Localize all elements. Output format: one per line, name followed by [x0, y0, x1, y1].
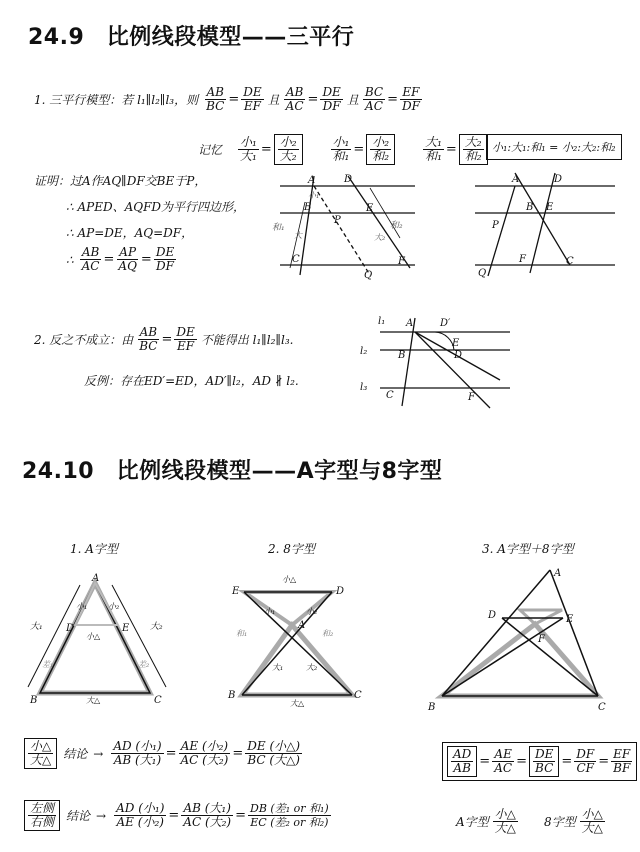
c-E: E — [566, 614, 574, 625]
conclusion-row-3: $\frac{AD}{AB}$ = $\frac{AE}{AC}$ = $\frac{DE}{BC}$ = $\frac{DF}{CF}$ = $\frac{EF}{BF}$ — [442, 742, 637, 781]
parallel-model-statement: 1. 三平行模型：若 l₁∥l₂∥l₃，则 $\frac{AB}{BC}$ = $\frac{DE}{EF}$ 且 $\frac{AB}{AC}$ = $\frac{DE}{DF}$ 且 $\frac{BC}{AC}$ = $\frac{EF}{DF}$ — [34, 85, 420, 113]
fig1-D: D — [344, 174, 353, 185]
e-s1: 小₁ — [264, 607, 276, 616]
fig3-l3: l₃ — [360, 382, 368, 393]
fig3-B: B — [398, 350, 406, 361]
conclusion-row-2: $\frac{\text{左侧}}{\text{右侧}}$ 结论 → $\frac{\text{AD (小₁)}}{\text{AE (小₂)}}$ = $\frac{\text{AB (大₁)}}{\text{AC (大₂)}}$ = $\frac{\text{DB (差₁ or 和₁)}}{\text{EC (差₂ or 和₂)}}$ — [24, 800, 331, 831]
fig3-A: A — [406, 318, 414, 329]
c-A: A — [554, 568, 562, 579]
box-small-big: $\frac{\text{小△}}{\text{大△}}$ — [24, 738, 57, 769]
fig3-l1: l₁ — [378, 316, 386, 327]
mem-frac-2a: $\frac{\text{小₁}}{\text{和₁}}$ — [332, 135, 350, 163]
fig2-F: F — [519, 254, 526, 265]
conclusion-row-1: $\frac{\text{小△}}{\text{大△}}$ 结论 → $\frac{\text{AD (小₁)}}{\text{AB (大₁)}}$ = $\frac{\text{AE (小₂)}}{\text{AC (大₂)}}$ = $\frac{\text{DE (小△)}}{\text{BC (大△)}}$ — [24, 738, 302, 769]
a-A: A — [92, 573, 100, 584]
e-D: D — [336, 586, 345, 597]
mem-frac-2b: $\frac{\text{小₂}}{\text{和₂}}$ — [366, 134, 395, 165]
item2-tail: 不能得出 l₁∥l₂∥l₃. — [200, 333, 294, 347]
fig1-C: C — [292, 254, 300, 265]
fig1-h1: 和₁ — [272, 223, 285, 233]
e-big1: 大₁ — [272, 663, 284, 672]
fig1-x2: 大₂ — [374, 233, 386, 242]
fig2-P: P — [492, 220, 499, 231]
mem-frac-3b: $\frac{\text{大₂}}{\text{和₂}}$ — [459, 134, 488, 165]
fig-title-combined: 3. A字型＋8字型 — [482, 542, 574, 556]
a-bd: 大△ — [86, 696, 101, 705]
a-E: E — [122, 623, 130, 634]
e-big2: 大₂ — [306, 663, 318, 672]
fig3-D: D — [454, 350, 463, 361]
fig2-D: D — [554, 174, 563, 185]
proof-line-2: ∴ APED、AQFD为平行四边形， — [66, 200, 246, 214]
counter-example-figure — [360, 310, 520, 410]
counter-example: 反例：存在ED′=ED，AD′∥l₂，AD ∦ l₂. — [84, 374, 299, 388]
fig2-B: B — [526, 202, 534, 213]
ratio-de-df: $\frac{DE}{DF}$ — [322, 85, 341, 113]
a-D: D — [66, 623, 75, 634]
fig3-l2: l₂ — [360, 346, 368, 357]
fig1-F: F — [398, 256, 405, 267]
fig-title-8-type: 2. 8字型 — [268, 542, 315, 556]
and-word-1: 且 — [267, 93, 280, 107]
c-F: F — [538, 634, 545, 645]
e-bd: 大△ — [290, 699, 305, 708]
fig1-E: E — [366, 203, 374, 214]
fig2-C: C — [566, 256, 574, 267]
fig3-D2: D′ — [440, 318, 451, 329]
eight-type-figure — [222, 570, 362, 710]
a-type-note: A字型 $\frac{\text{小△}}{\text{大△}}$ — [456, 807, 516, 835]
a-sd: 小△ — [86, 632, 101, 641]
fig1-h2: 和₂ — [390, 221, 403, 231]
a-and-8-type-figure — [420, 562, 620, 712]
fig1-Q: Q — [364, 270, 373, 281]
e-B: B — [228, 690, 236, 701]
e-A: A — [298, 620, 306, 631]
fig2-Q: Q — [478, 268, 487, 279]
a-s1: 小₁ — [76, 602, 88, 611]
mem-frac-1b: $\frac{\text{小₂}}{\text{大₂}}$ — [274, 134, 303, 165]
e-C: C — [354, 690, 362, 701]
e-h2: 和₂ — [322, 629, 334, 638]
fig-title-a-type: 1. A字型 — [70, 542, 118, 556]
box-left-right: $\frac{\text{左侧}}{\text{右侧}}$ — [24, 800, 60, 831]
ratio-ab-ac: $\frac{AB}{AC}$ — [285, 85, 304, 113]
a-C: C — [154, 695, 162, 706]
e-h1: 和₁ — [236, 629, 248, 638]
e-sd: 小△ — [282, 575, 297, 584]
item2-label: 2. 反之不成立：由 — [34, 333, 134, 347]
fig1-A: A — [308, 175, 316, 186]
fig2-E: E — [546, 202, 554, 213]
fig3-C: C — [386, 390, 394, 401]
proof-conclusion: ∴ $\frac{AB}{AC}$ = $\frac{AP}{AQ}$ = $\frac{DE}{DF}$ — [66, 245, 175, 273]
fig1-x1: 小₁ — [308, 191, 320, 200]
conclusion-word-2: 结论 — [66, 809, 91, 823]
e-s2: 小₂ — [306, 607, 318, 616]
fig1-P: P — [334, 215, 341, 226]
a-diff2: 差₂ — [138, 660, 150, 669]
c-B: B — [428, 702, 436, 713]
fig3-F: F — [468, 392, 475, 403]
ratio-ef-df: $\frac{EF}{DF}$ — [401, 85, 420, 113]
a-type-figure — [20, 575, 200, 705]
fig1-B: B — [304, 202, 312, 213]
fig3-E: E — [452, 338, 460, 349]
a-s2: 小₂ — [108, 602, 120, 611]
mem-frac-3a: $\frac{\text{大₁}}{\text{和₁}}$ — [425, 135, 442, 163]
proof-line-1: 证明：过A作AQ∥DF交BE于P， — [34, 174, 207, 188]
memory-row: 记忆 $\frac{\text{小₁}}{\text{大₁}}$ = $\frac{\text{小₂}}{\text{大₂}}$ $\frac{\text{小₁}}{\text{和₁}}$ = $\frac{\text{小₂}}{\text{和₂}}$ $\frac{\text{大₁}}{\text{和₁}}$ = $\frac{\text{大₂}}{\text{和₂}}$ — [198, 134, 488, 165]
a-diff1: 差₁ — [42, 660, 54, 669]
ratio-ab-bc: $\frac{AB}{BC}$ — [206, 85, 225, 113]
fig1-d1: 大 — [294, 231, 302, 240]
c-C: C — [598, 702, 606, 713]
c-D: D — [488, 610, 497, 621]
three-parallel-proof-figure — [270, 168, 420, 283]
a-big1: 大₁ — [30, 622, 43, 632]
section-title-24-9: 24.9 比例线段模型——三平行 — [28, 25, 355, 50]
ratio-de-ef: $\frac{DE}{EF}$ — [243, 85, 262, 113]
memory-label: 记忆 — [198, 143, 223, 157]
three-parallel-cross-figure — [470, 168, 620, 283]
and-word-2: 且 — [346, 93, 359, 107]
ratio-bc-ac: $\frac{BC}{AC}$ — [364, 85, 384, 113]
mem-frac-1a: $\frac{\text{小₁}}{\text{大₁}}$ — [240, 135, 257, 163]
item1-label: 1. 三平行模型：若 l₁∥l₂∥l₃，则 — [34, 93, 199, 107]
eight-type-note: 8字型 $\frac{\text{小△}}{\text{大△}}$ — [544, 807, 603, 835]
e-E: E — [232, 586, 240, 597]
converse-statement: 2. 反之不成立：由 $\frac{AB}{BC}$ = $\frac{DE}{EF}$ 不能得出 l₁∥l₂∥l₃. — [34, 325, 294, 353]
a-big2: 大₂ — [150, 622, 163, 632]
section-title-24-10: 24.10 比例线段模型——A字型与8字型 — [22, 459, 443, 484]
memory-ratio-box: 小₁:大₁:和₁ = 小₂:大₂:和₂ — [486, 134, 622, 160]
conclusion-word-1: 结论 — [63, 747, 88, 761]
proof-line-3: ∴ AP=DE，AQ=DF， — [66, 226, 194, 240]
a-B: B — [30, 695, 38, 706]
fig2-A: A — [512, 174, 520, 185]
